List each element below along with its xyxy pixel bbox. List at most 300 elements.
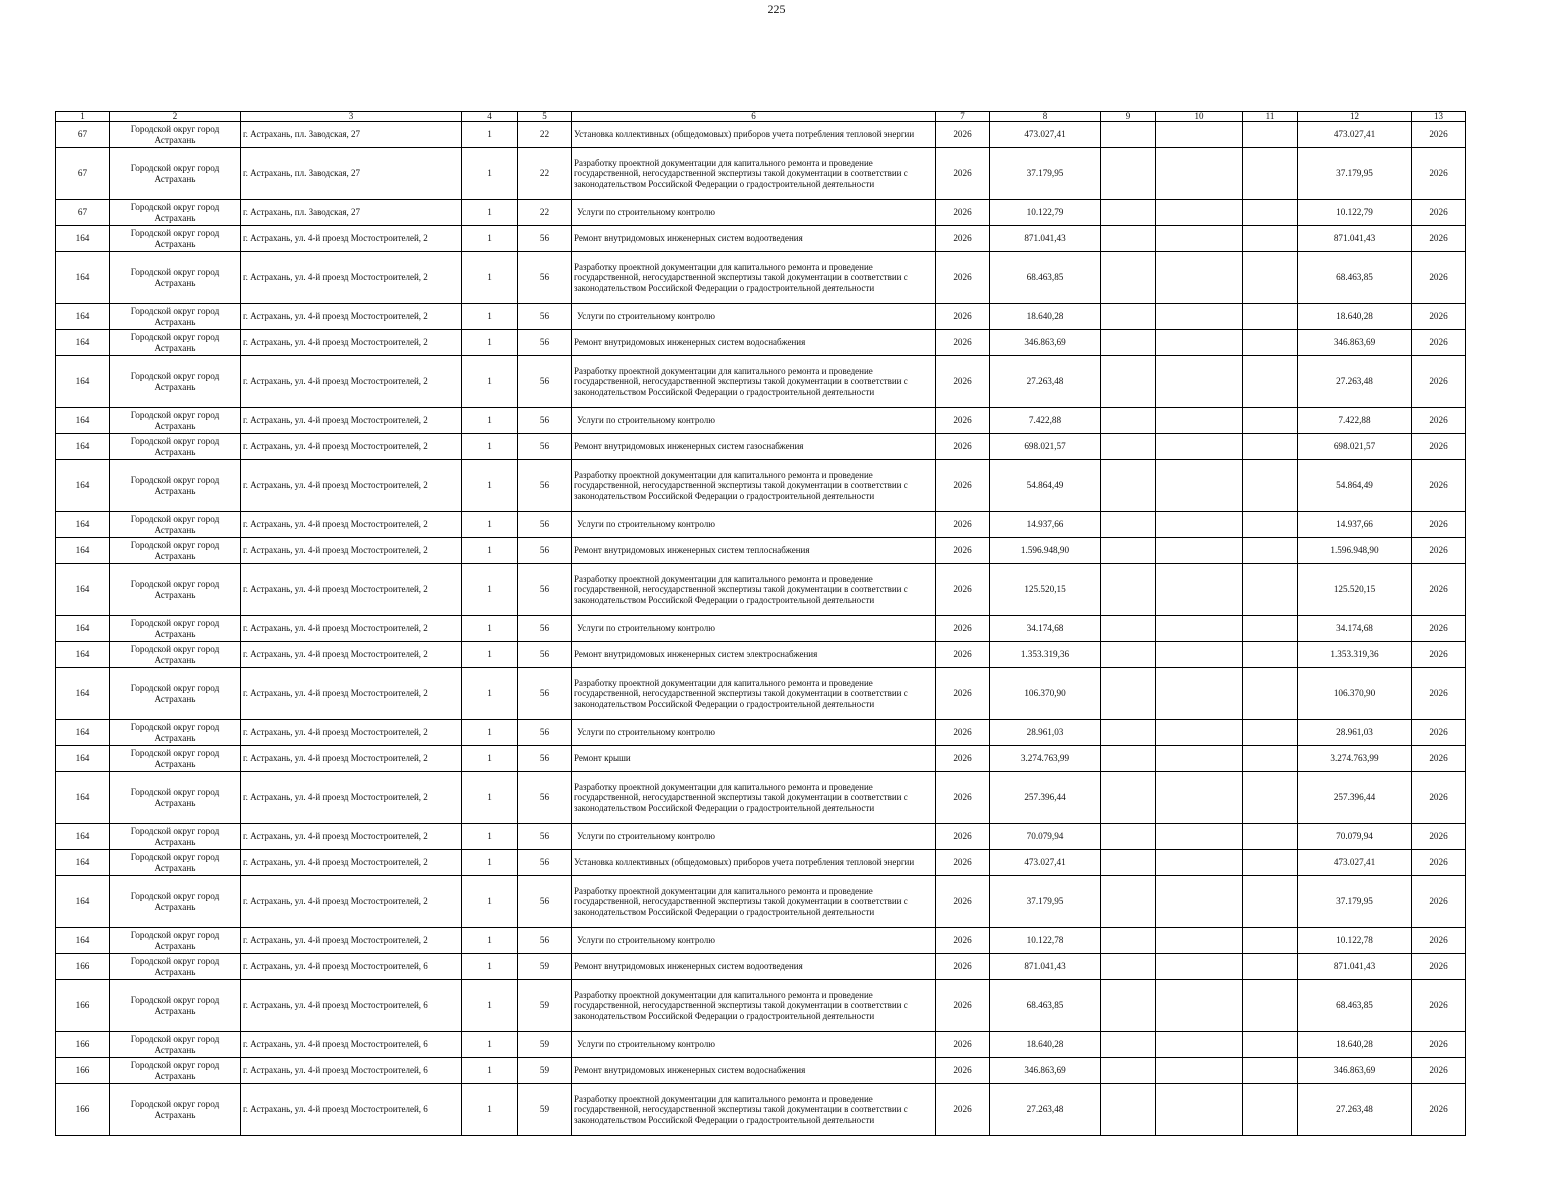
col-13-year: 2026 [1412,928,1466,954]
total-cost: 125.520,15 [990,564,1101,616]
col-11-value [1243,1058,1298,1084]
year: 2026 [936,1058,990,1084]
year: 2026 [936,330,990,356]
column-number-3: 3 [241,112,462,122]
year: 2026 [936,954,990,980]
work-type: Услуги по строительному контролю [572,304,936,330]
column-number-6: 6 [572,112,936,122]
table-row [56,564,1466,616]
col-9-value [1101,200,1156,226]
table-row [56,928,1466,954]
col-12-value: 473.027,41 [1298,122,1412,148]
col-9-value [1101,616,1156,642]
column-number-13: 13 [1412,112,1466,122]
col-10-value [1156,408,1243,434]
col-10-value [1156,928,1243,954]
row-number: 164 [56,512,110,538]
col-12-value: 28.961,03 [1298,720,1412,746]
table-row [56,460,1466,512]
col-11-value [1243,720,1298,746]
col-4-value: 1 [462,824,518,850]
col-13-year: 2026 [1412,772,1466,824]
col-13-year: 2026 [1412,538,1466,564]
column-number-4: 4 [462,112,518,122]
col-4-value: 1 [462,720,518,746]
table-row [56,356,1466,408]
total-cost: 7.422,88 [990,408,1101,434]
total-cost: 3.274.763,99 [990,746,1101,772]
work-type: Ремонт внутридомовых инженерных систем водоотведения [572,954,936,980]
col-12-value: 106.370,90 [1298,668,1412,720]
total-cost: 37.179,95 [990,148,1101,200]
col-5-value: 56 [518,746,572,772]
col-9-value [1101,850,1156,876]
col-9-value [1101,642,1156,668]
col-4-value: 1 [462,122,518,148]
work-type: Установка коллективных (общедомовых) приборов учета потребления тепловой энергии [572,122,936,148]
total-cost: 28.961,03 [990,720,1101,746]
col-10-value [1156,772,1243,824]
column-number-5: 5 [518,112,572,122]
col-4-value: 1 [462,330,518,356]
table-row [56,850,1466,876]
address: г. Астрахань, ул. 4-й проезд Мостостроителей, 2 [241,304,462,330]
table-row [56,434,1466,460]
address: г. Астрахань, ул. 4-й проезд Мостостроителей, 2 [241,538,462,564]
address: г. Астрахань, ул. 4-й проезд Мостостроителей, 2 [241,928,462,954]
municipality: Городской округ город Астрахань [110,642,241,668]
col-13-year: 2026 [1412,252,1466,304]
col-13-year: 2026 [1412,746,1466,772]
col-10-value [1156,720,1243,746]
col-5-value: 56 [518,824,572,850]
table-row [56,1084,1466,1136]
row-number: 67 [56,200,110,226]
col-4-value: 1 [462,980,518,1032]
municipality: Городской округ город Астрахань [110,356,241,408]
total-cost: 68.463,85 [990,252,1101,304]
total-cost: 37.179,95 [990,876,1101,928]
municipality: Городской округ город Астрахань [110,850,241,876]
col-11-value [1243,772,1298,824]
col-10-value [1156,330,1243,356]
work-type: Разработку проектной документации для капитального ремонта и проведение государственной, негосударственной экспертизы такой документации в соответствии с законодательством Российской Федерации о градостроительной деятельности [572,876,936,928]
table-row [56,148,1466,200]
address: г. Астрахань, ул. 4-й проезд Мостостроителей, 6 [241,1058,462,1084]
row-number: 164 [56,616,110,642]
row-number: 164 [56,330,110,356]
address: г. Астрахань, ул. 4-й проезд Мостостроителей, 2 [241,330,462,356]
col-13-year: 2026 [1412,980,1466,1032]
work-type: Услуги по строительному контролю [572,928,936,954]
col-12-value: 10.122,78 [1298,928,1412,954]
municipality: Городской округ город Астрахань [110,226,241,252]
year: 2026 [936,512,990,538]
column-number-11: 11 [1243,112,1298,122]
col-5-value: 22 [518,122,572,148]
year: 2026 [936,304,990,330]
col-9-value [1101,954,1156,980]
year: 2026 [936,148,990,200]
col-4-value: 1 [462,954,518,980]
row-number: 164 [56,746,110,772]
col-11-value [1243,642,1298,668]
table-row [56,616,1466,642]
year: 2026 [936,1084,990,1136]
municipality: Городской округ город Астрахань [110,1084,241,1136]
total-cost: 10.122,78 [990,928,1101,954]
col-10-value [1156,954,1243,980]
col-11-value [1243,200,1298,226]
total-cost: 1.353.319,36 [990,642,1101,668]
col-9-value [1101,252,1156,304]
row-number: 166 [56,1058,110,1084]
municipality: Городской округ город Астрахань [110,954,241,980]
col-4-value: 1 [462,746,518,772]
row-number: 164 [56,460,110,512]
row-number: 164 [56,252,110,304]
address: г. Астрахань, ул. 4-й проезд Мостостроителей, 2 [241,668,462,720]
col-5-value: 56 [518,356,572,408]
col-10-value [1156,876,1243,928]
col-10-value [1156,1084,1243,1136]
col-10-value [1156,356,1243,408]
row-number: 164 [56,434,110,460]
col-4-value: 1 [462,1058,518,1084]
col-4-value: 1 [462,876,518,928]
total-cost: 34.174,68 [990,616,1101,642]
column-number-8: 8 [990,112,1101,122]
work-type: Разработку проектной документации для капитального ремонта и проведение государственной, негосударственной экспертизы такой документации в соответствии с законодательством Российской Федерации о градостроительной деятельности [572,772,936,824]
total-cost: 18.640,28 [990,304,1101,330]
municipality: Городской округ город Астрахань [110,1058,241,1084]
municipality: Городской округ город Астрахань [110,434,241,460]
col-12-value: 125.520,15 [1298,564,1412,616]
municipality: Городской округ город Астрахань [110,668,241,720]
col-5-value: 59 [518,1032,572,1058]
year: 2026 [936,226,990,252]
address: г. Астрахань, ул. 4-й проезд Мостостроителей, 2 [241,408,462,434]
col-13-year: 2026 [1412,512,1466,538]
row-number: 67 [56,122,110,148]
col-9-value [1101,434,1156,460]
address: г. Астрахань, ул. 4-й проезд Мостостроителей, 2 [241,642,462,668]
table-row [56,408,1466,434]
municipality: Городской округ город Астрахань [110,148,241,200]
col-13-year: 2026 [1412,1058,1466,1084]
col-5-value: 56 [518,564,572,616]
col-5-value: 56 [518,850,572,876]
municipality: Городской округ город Астрахань [110,928,241,954]
col-9-value [1101,720,1156,746]
col-9-value [1101,980,1156,1032]
total-cost: 10.122,79 [990,200,1101,226]
total-cost: 1.596.948,90 [990,538,1101,564]
municipality: Городской округ город Астрахань [110,980,241,1032]
col-12-value: 1.596.948,90 [1298,538,1412,564]
col-9-value [1101,876,1156,928]
year: 2026 [936,538,990,564]
year: 2026 [936,980,990,1032]
col-12-value: 18.640,28 [1298,304,1412,330]
row-number: 164 [56,564,110,616]
col-13-year: 2026 [1412,356,1466,408]
work-type: Ремонт внутридомовых инженерных систем теплоснабжения [572,538,936,564]
table-row [56,330,1466,356]
col-12-value: 37.179,95 [1298,876,1412,928]
col-5-value: 59 [518,954,572,980]
table-row [56,668,1466,720]
total-cost: 871.041,43 [990,954,1101,980]
col-10-value [1156,460,1243,512]
row-number: 164 [56,408,110,434]
col-13-year: 2026 [1412,642,1466,668]
col-11-value [1243,824,1298,850]
col-13-year: 2026 [1412,434,1466,460]
year: 2026 [936,460,990,512]
col-13-year: 2026 [1412,330,1466,356]
year: 2026 [936,772,990,824]
col-9-value [1101,122,1156,148]
col-12-value: 871.041,43 [1298,954,1412,980]
row-number: 164 [56,720,110,746]
municipality: Городской округ город Астрахань [110,122,241,148]
column-number-7: 7 [936,112,990,122]
col-4-value: 1 [462,434,518,460]
row-number: 164 [56,304,110,330]
col-13-year: 2026 [1412,850,1466,876]
col-11-value [1243,980,1298,1032]
year: 2026 [936,824,990,850]
col-10-value [1156,1058,1243,1084]
column-number-12: 12 [1298,112,1412,122]
col-12-value: 34.174,68 [1298,616,1412,642]
table-row [56,980,1466,1032]
col-5-value: 22 [518,148,572,200]
col-5-value: 56 [518,928,572,954]
work-type: Разработку проектной документации для капитального ремонта и проведение государственной, негосударственной экспертизы такой документации в соответствии с законодательством Российской Федерации о градостроительной деятельности [572,1084,936,1136]
col-12-value: 68.463,85 [1298,252,1412,304]
col-11-value [1243,252,1298,304]
year: 2026 [936,356,990,408]
col-4-value: 1 [462,538,518,564]
col-9-value [1101,1084,1156,1136]
col-12-value: 257.396,44 [1298,772,1412,824]
work-type: Ремонт внутридомовых инженерных систем водоотведения [572,226,936,252]
municipality: Городской округ город Астрахань [110,824,241,850]
row-number: 166 [56,1084,110,1136]
page-number: 225 [767,2,786,16]
col-4-value: 1 [462,512,518,538]
municipality: Городской округ город Астрахань [110,538,241,564]
total-cost: 18.640,28 [990,1032,1101,1058]
col-11-value [1243,226,1298,252]
col-10-value [1156,512,1243,538]
col-5-value: 56 [518,304,572,330]
total-cost: 473.027,41 [990,850,1101,876]
row-number: 166 [56,954,110,980]
work-type: Ремонт внутридомовых инженерных систем газоснабжения [572,434,936,460]
address: г. Астрахань, пл. Заводская, 27 [241,122,462,148]
row-number: 164 [56,772,110,824]
col-9-value [1101,226,1156,252]
row-number: 164 [56,928,110,954]
col-12-value: 27.263,48 [1298,1084,1412,1136]
row-number: 67 [56,148,110,200]
address: г. Астрахань, ул. 4-й проезд Мостостроителей, 2 [241,772,462,824]
work-type: Ремонт внутридомовых инженерных систем водоснабжения [572,1058,936,1084]
work-type: Разработку проектной документации для капитального ремонта и проведение государственной, негосударственной экспертизы такой документации в соответствии с законодательством Российской Федерации о градостроительной деятельности [572,668,936,720]
col-13-year: 2026 [1412,460,1466,512]
municipality: Городской округ город Астрахань [110,252,241,304]
col-9-value [1101,772,1156,824]
col-10-value [1156,642,1243,668]
address: г. Астрахань, ул. 4-й проезд Мостостроителей, 2 [241,356,462,408]
col-5-value: 56 [518,434,572,460]
col-5-value: 56 [518,668,572,720]
table-row [56,824,1466,850]
col-4-value: 1 [462,772,518,824]
col-5-value: 59 [518,980,572,1032]
table-row [56,746,1466,772]
col-11-value [1243,538,1298,564]
table-row [56,122,1466,148]
col-4-value: 1 [462,148,518,200]
col-5-value: 56 [518,330,572,356]
total-cost: 27.263,48 [990,356,1101,408]
col-11-value [1243,564,1298,616]
address: г. Астрахань, ул. 4-й проезд Мостостроителей, 2 [241,564,462,616]
col-10-value [1156,200,1243,226]
col-10-value [1156,538,1243,564]
col-10-value [1156,746,1243,772]
col-13-year: 2026 [1412,122,1466,148]
col-11-value [1243,460,1298,512]
address: г. Астрахань, ул. 4-й проезд Мостостроителей, 6 [241,1084,462,1136]
row-number: 166 [56,980,110,1032]
col-11-value [1243,954,1298,980]
col-10-value [1156,850,1243,876]
col-4-value: 1 [462,304,518,330]
col-9-value [1101,538,1156,564]
col-5-value: 56 [518,512,572,538]
column-number-2: 2 [110,112,241,122]
col-4-value: 1 [462,642,518,668]
col-12-value: 54.864,49 [1298,460,1412,512]
col-4-value: 1 [462,928,518,954]
year: 2026 [936,200,990,226]
address: г. Астрахань, ул. 4-й проезд Мостостроителей, 2 [241,876,462,928]
col-11-value [1243,746,1298,772]
col-13-year: 2026 [1412,1032,1466,1058]
work-type: Разработку проектной документации для капитального ремонта и проведение государственной, негосударственной экспертизы такой документации в соответствии с законодательством Российской Федерации о градостроительной деятельности [572,564,936,616]
address: г. Астрахань, ул. 4-й проезд Мостостроителей, 2 [241,460,462,512]
work-type: Ремонт внутридомовых инженерных систем электроснабжения [572,642,936,668]
total-cost: 54.864,49 [990,460,1101,512]
year: 2026 [936,668,990,720]
col-10-value [1156,226,1243,252]
work-type: Разработку проектной документации для капитального ремонта и проведение государственной, негосударственной экспертизы такой документации в соответствии с законодательством Российской Федерации о градостроительной деятельности [572,252,936,304]
year: 2026 [936,122,990,148]
year: 2026 [936,408,990,434]
work-type: Разработку проектной документации для капитального ремонта и проведение государственной, негосударственной экспертизы такой документации в соответствии с законодательством Российской Федерации о градостроительной деятельности [572,356,936,408]
address: г. Астрахань, ул. 4-й проезд Мостостроителей, 2 [241,226,462,252]
col-13-year: 2026 [1412,148,1466,200]
address: г. Астрахань, ул. 4-й проезд Мостостроителей, 6 [241,1032,462,1058]
col-5-value: 56 [518,252,572,304]
municipality: Городской округ город Астрахань [110,772,241,824]
col-11-value [1243,876,1298,928]
total-cost: 106.370,90 [990,668,1101,720]
col-4-value: 1 [462,1084,518,1136]
col-12-value: 1.353.319,36 [1298,642,1412,668]
col-11-value [1243,434,1298,460]
address: г. Астрахань, ул. 4-й проезд Мостостроителей, 6 [241,954,462,980]
work-type: Услуги по строительному контролю [572,200,936,226]
col-5-value: 56 [518,642,572,668]
work-type: Разработку проектной документации для капитального ремонта и проведение государственной, негосударственной экспертизы такой документации в соответствии с законодательством Российской Федерации о градостроительной деятельности [572,980,936,1032]
col-9-value [1101,460,1156,512]
total-cost: 68.463,85 [990,980,1101,1032]
year: 2026 [936,642,990,668]
col-9-value [1101,330,1156,356]
col-9-value [1101,824,1156,850]
col-9-value [1101,304,1156,330]
work-type: Услуги по строительному контролю [572,720,936,746]
address: г. Астрахань, ул. 4-й проезд Мостостроителей, 2 [241,512,462,538]
col-11-value [1243,850,1298,876]
col-5-value: 56 [518,408,572,434]
table-row [56,954,1466,980]
col-12-value: 346.863,69 [1298,1058,1412,1084]
col-11-value [1243,928,1298,954]
municipality: Городской округ город Астрахань [110,876,241,928]
municipality: Городской округ город Астрахань [110,330,241,356]
table-row [56,512,1466,538]
row-number: 164 [56,642,110,668]
col-11-value [1243,408,1298,434]
col-11-value [1243,122,1298,148]
col-9-value [1101,1032,1156,1058]
address: г. Астрахань, пл. Заводская, 27 [241,200,462,226]
address: г. Астрахань, ул. 4-й проезд Мостостроителей, 2 [241,252,462,304]
col-11-value [1243,356,1298,408]
col-12-value: 70.079,94 [1298,824,1412,850]
year: 2026 [936,928,990,954]
col-12-value: 698.021,57 [1298,434,1412,460]
table-row [56,538,1466,564]
total-cost: 257.396,44 [990,772,1101,824]
col-13-year: 2026 [1412,564,1466,616]
col-5-value: 56 [518,876,572,928]
col-13-year: 2026 [1412,304,1466,330]
municipality: Городской округ город Астрахань [110,512,241,538]
col-13-year: 2026 [1412,200,1466,226]
col-11-value [1243,1032,1298,1058]
col-12-value: 871.041,43 [1298,226,1412,252]
col-5-value: 56 [518,460,572,512]
col-4-value: 1 [462,408,518,434]
col-9-value [1101,1058,1156,1084]
total-cost: 346.863,69 [990,1058,1101,1084]
work-type: Услуги по строительному контролю [572,616,936,642]
col-10-value [1156,824,1243,850]
col-4-value: 1 [462,1032,518,1058]
col-9-value [1101,512,1156,538]
col-13-year: 2026 [1412,616,1466,642]
col-12-value: 7.422,88 [1298,408,1412,434]
col-11-value [1243,330,1298,356]
